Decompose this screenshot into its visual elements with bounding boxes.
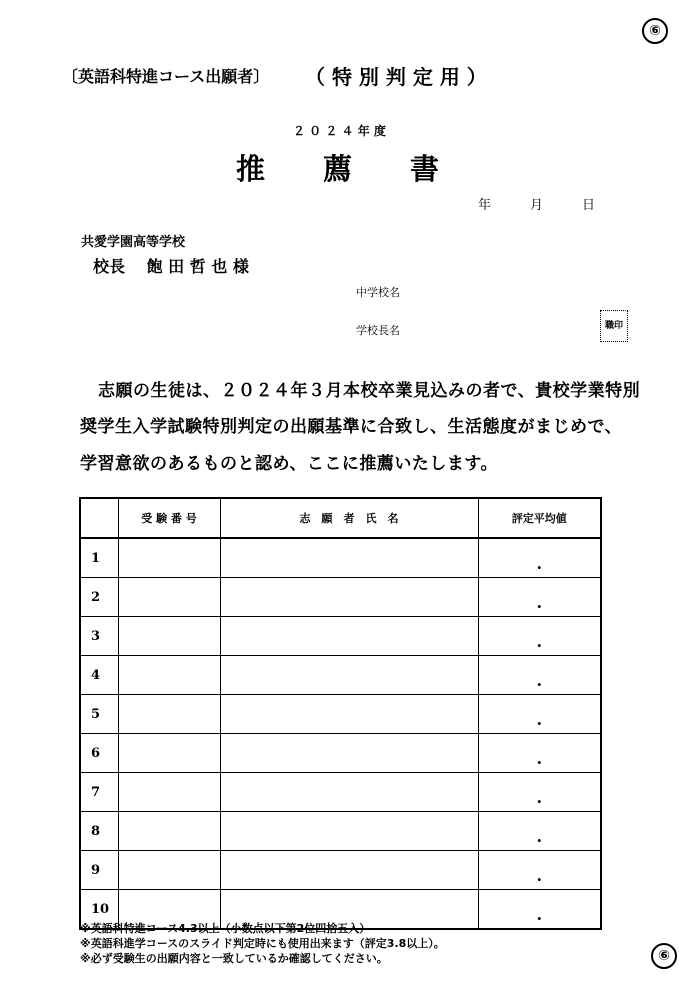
table-row xyxy=(80,617,601,656)
row-number: 6 xyxy=(80,734,118,773)
decimal-point: . xyxy=(536,554,543,573)
fiscal-year: ２ ０ ２ ４ 年 度 xyxy=(293,124,386,138)
grade-average-cell[interactable] xyxy=(478,695,601,734)
addressee-principal: 校長 飽 田 哲 也 様 xyxy=(93,257,249,276)
grade-average-cell[interactable] xyxy=(478,773,601,812)
exam-number-cell[interactable] xyxy=(118,773,220,812)
table-row xyxy=(80,773,601,812)
applicant-name-cell[interactable] xyxy=(220,851,478,890)
exam-number-cell[interactable] xyxy=(118,812,220,851)
note-1: ※英語科特進コース4.3以上（小数点以下第2位四捨五入） xyxy=(80,922,371,935)
grade-average-cell[interactable] xyxy=(478,617,601,656)
page-number-marker-top: ⑥ xyxy=(642,18,668,44)
purpose-label: （ 特 別 判 定 用 ） xyxy=(305,65,487,89)
decimal-point: . xyxy=(536,905,543,924)
official-seal-box: 職印 xyxy=(600,310,628,342)
body-text-line-1: 志願の生徒は、２０２４年３月本校卒業見込みの者で、貴校学業特別 xyxy=(98,381,641,401)
applicant-name-cell[interactable] xyxy=(220,578,478,617)
applicant-name-cell[interactable] xyxy=(220,695,478,734)
decimal-point: . xyxy=(536,593,543,612)
table-row xyxy=(80,812,601,851)
grade-average-cell[interactable] xyxy=(478,890,601,930)
course-label: 〔英語科特進コース出願者〕 xyxy=(62,67,270,86)
row-number: 7 xyxy=(80,773,118,812)
grade-average-cell[interactable] xyxy=(478,578,601,617)
grade-average-cell[interactable] xyxy=(478,851,601,890)
note-2: ※英語科進学コースのスライド判定時にも使用出来ます（評定3.8以上）。 xyxy=(80,937,445,950)
applicant-name-cell[interactable] xyxy=(220,617,478,656)
decimal-point: . xyxy=(536,866,543,885)
body-text-line-2: 奨学生入学試験特別判定の出願基準に合致し、生活態度がまじめで、 xyxy=(80,417,623,437)
exam-number-cell[interactable] xyxy=(118,695,220,734)
exam-number-cell[interactable] xyxy=(118,656,220,695)
applicant-name-cell[interactable] xyxy=(220,812,478,851)
row-number: 10 xyxy=(80,890,118,930)
principal-name-label: 学校長名 xyxy=(356,324,400,337)
applicant-name-cell[interactable] xyxy=(220,734,478,773)
applicant-name-cell[interactable] xyxy=(220,773,478,812)
note-3: ※必ず受験生の出願内容と一致しているか確認してください。 xyxy=(80,952,388,965)
exam-number-cell[interactable] xyxy=(118,734,220,773)
header-applicant-name: 志 願 者 氏 名 xyxy=(220,498,478,538)
exam-number-cell[interactable] xyxy=(118,617,220,656)
table-header-row xyxy=(80,498,601,538)
grade-average-cell[interactable] xyxy=(478,734,601,773)
applicant-table xyxy=(79,497,602,930)
applicant-name-cell[interactable] xyxy=(220,656,478,695)
row-number: 4 xyxy=(80,656,118,695)
date-field: 年 月 日 xyxy=(478,198,596,213)
row-number: 8 xyxy=(80,812,118,851)
table-row xyxy=(80,538,601,578)
document-title: 推 薦 書 xyxy=(236,152,440,186)
decimal-point: . xyxy=(536,671,543,690)
grade-average-cell[interactable] xyxy=(478,812,601,851)
header-exam-number: 受 験 番 号 xyxy=(118,498,220,538)
decimal-point: . xyxy=(536,827,543,846)
exam-number-cell[interactable] xyxy=(118,578,220,617)
row-number: 5 xyxy=(80,695,118,734)
body-text-line-3: 学習意欲のあるものと認め、ここに推薦いたします。 xyxy=(80,454,498,474)
table-row xyxy=(80,851,601,890)
addressee-school: 共愛学園高等学校 xyxy=(81,235,186,250)
decimal-point: . xyxy=(536,710,543,729)
table-row xyxy=(80,656,601,695)
table-row xyxy=(80,695,601,734)
header-grade-average: 評定平均値 xyxy=(478,498,601,538)
header-no xyxy=(80,498,118,538)
exam-number-cell[interactable] xyxy=(118,851,220,890)
table-row xyxy=(80,734,601,773)
applicant-name-cell[interactable] xyxy=(220,538,478,578)
row-number: 3 xyxy=(80,617,118,656)
table-row xyxy=(80,578,601,617)
grade-average-cell[interactable] xyxy=(478,538,601,578)
decimal-point: . xyxy=(536,632,543,651)
decimal-point: . xyxy=(536,749,543,768)
decimal-point: . xyxy=(536,788,543,807)
grade-average-cell[interactable] xyxy=(478,656,601,695)
page-number-marker-bottom: ⑥ xyxy=(651,943,677,969)
row-number: 2 xyxy=(80,578,118,617)
row-number: 9 xyxy=(80,851,118,890)
exam-number-cell[interactable] xyxy=(118,538,220,578)
row-number: 1 xyxy=(80,538,118,578)
junior-high-name-label: 中学校名 xyxy=(356,286,400,299)
